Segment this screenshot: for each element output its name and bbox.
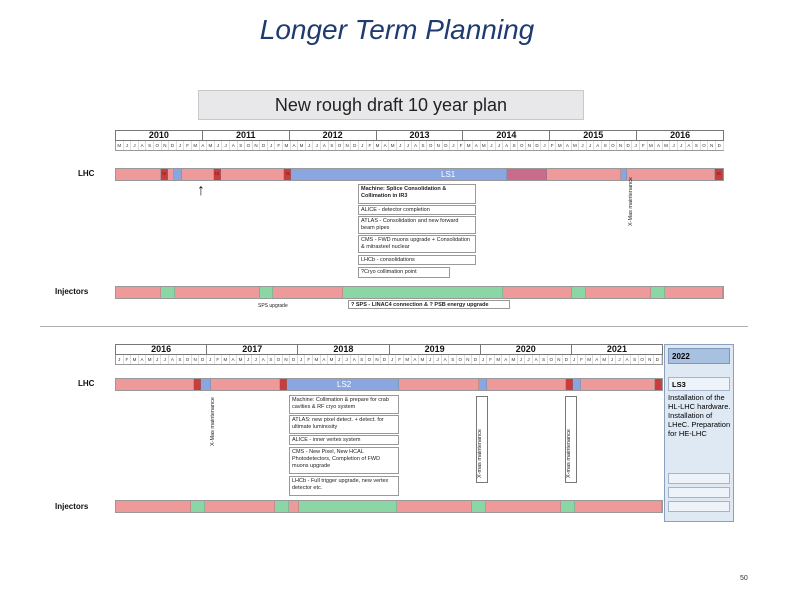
year-cell: 2016 [116, 345, 207, 354]
month-cell: N [253, 141, 261, 150]
month-cell: N [162, 141, 170, 150]
month-cell: S [631, 355, 639, 364]
shutdown-end-segment [507, 169, 547, 180]
year-cell: 2018 [298, 345, 389, 354]
run-segment [503, 287, 573, 298]
month-cell: M [298, 141, 306, 150]
month-cell: F [367, 141, 375, 150]
month-cell: J [587, 141, 595, 150]
month-cell: J [252, 355, 260, 364]
month-cell: S [420, 141, 428, 150]
technical-stop-segment [284, 169, 291, 180]
month-cell: S [540, 355, 548, 364]
injector-shutdown-segment [275, 501, 289, 512]
side-panel-year: 2022 [668, 348, 730, 364]
year-cell: 2015 [550, 131, 637, 140]
run-segment [116, 169, 161, 180]
month-cell: J [488, 141, 496, 150]
injector-shutdown-segment [260, 287, 274, 298]
year-cell: 2014 [463, 131, 550, 140]
month-cell: S [511, 141, 519, 150]
month-cell: D [169, 141, 177, 150]
year-cell: 2016 [670, 130, 691, 140]
month-cell: M [207, 141, 215, 150]
technical-stop-segment [280, 379, 287, 390]
machine-note [358, 184, 476, 204]
month-cell: J [245, 355, 253, 364]
month-cell: J [571, 355, 579, 364]
run-segment [175, 287, 260, 298]
month-cell: O [184, 355, 192, 364]
injector-shutdown-segment [572, 287, 586, 298]
plan2-injectors-label: Injectors [55, 502, 89, 511]
side-panel-row [668, 501, 730, 512]
month-cell: J [215, 141, 223, 150]
month-cell: O [457, 355, 465, 364]
page-title: Longer Term Planning [259, 14, 535, 45]
run-segment [116, 287, 161, 298]
month-cell: O [639, 355, 647, 364]
plan2-year-row [115, 344, 663, 355]
month-cell: O [427, 141, 435, 150]
injector-shutdown-segment [472, 501, 486, 512]
shutdown-segment [479, 379, 487, 390]
month-cell: A [139, 355, 147, 364]
month-cell: A [412, 141, 420, 150]
run-segment [289, 501, 299, 512]
month-cell: O [548, 355, 556, 364]
month-cell: S [238, 141, 246, 150]
plan2-lhc-bar [115, 378, 663, 391]
month-cell: A [260, 355, 268, 364]
month-cell: A [564, 141, 572, 150]
xmas-maintenance-label: X-mas maintenance [477, 429, 483, 478]
month-cell: M [222, 355, 230, 364]
month-cell: J [434, 355, 442, 364]
month-cell: A [594, 141, 602, 150]
run-segment [116, 501, 191, 512]
month-cell: F [396, 355, 404, 364]
month-cell: F [458, 141, 466, 150]
month-cell: N [344, 141, 352, 150]
month-cell: M [556, 141, 564, 150]
cms-note-text: CMS - FWD muons upgrade + Consolidation & mitrasteel nuclear [361, 237, 470, 250]
month-cell: D [716, 141, 724, 150]
month-cell: N [435, 141, 443, 150]
month-cell: M [572, 141, 580, 150]
month-cell: D [654, 355, 662, 364]
month-cell: D [199, 355, 207, 364]
side-panel-row [668, 487, 730, 498]
month-cell: A [412, 355, 420, 364]
cryo-note-text: ?Cryo collimation point [361, 269, 417, 275]
month-cell: D [381, 355, 389, 364]
month-cell: A [686, 141, 694, 150]
run-segment [221, 169, 285, 180]
month-cell: S [359, 355, 367, 364]
month-cell: M [374, 141, 382, 150]
injector-note-text: ? SPS - LINAC4 connection & ? PSB energy upgrade [351, 302, 489, 308]
month-cell: J [397, 141, 405, 150]
month-cell: J [177, 141, 185, 150]
month-cell: J [124, 141, 132, 150]
month-cell: N [374, 355, 382, 364]
plan1-month-row [115, 141, 724, 151]
month-cell: J [131, 141, 139, 150]
month-cell: M [495, 355, 503, 364]
month-cell: O [154, 141, 162, 150]
xmas-maintenance-label: X-mas maintenance [566, 429, 572, 478]
month-cell: J [670, 141, 678, 150]
month-cell: M [648, 141, 656, 150]
lhcb-note-text: LHCb - consolidations [361, 257, 415, 263]
month-cell: J [525, 355, 533, 364]
machine-note-text: Machine: Splice Consolidation & Collimation in IR3 [361, 186, 447, 199]
lhcb-note [289, 476, 399, 496]
month-cell: A [230, 355, 238, 364]
month-cell: J [405, 141, 413, 150]
month-cell: M [510, 355, 518, 364]
month-cell: D [534, 141, 542, 150]
month-cell: N [465, 355, 473, 364]
year-cell: 2019 [390, 345, 481, 354]
xmas-maintenance-label: X-Mas maintenance [210, 397, 216, 446]
month-cell: M [404, 355, 412, 364]
month-cell: J [306, 141, 314, 150]
year-cell: 2021 [606, 344, 627, 354]
month-cell: F [184, 141, 192, 150]
cms-note [289, 447, 399, 474]
alice-note-text: ALICE - detector completion [361, 207, 430, 213]
injector-shutdown-segment [651, 287, 665, 298]
run-segment [486, 501, 561, 512]
month-cell: J [154, 355, 162, 364]
divider [40, 326, 748, 327]
plan1-lhc-label: LHC [78, 169, 95, 178]
injector-shutdown-segment [161, 287, 175, 298]
run-segment [665, 287, 723, 298]
technical-stop-segment [566, 379, 573, 390]
month-cell: J [359, 141, 367, 150]
month-cell: J [207, 355, 215, 364]
side-panel-row [668, 473, 730, 484]
month-cell: D [260, 141, 268, 150]
month-cell: F [215, 355, 223, 364]
year-cell: 2013 [377, 131, 464, 140]
month-cell: A [502, 355, 510, 364]
injector-shutdown-segment [561, 501, 575, 512]
month-cell: S [449, 355, 457, 364]
plan-banner-text: New rough draft 10 year plan [274, 95, 508, 115]
month-cell: M [465, 141, 473, 150]
month-cell: A [200, 141, 208, 150]
ts-label: TS [716, 172, 721, 176]
month-cell: M [116, 141, 124, 150]
alice-note [358, 205, 476, 215]
lhcb-note [358, 255, 476, 265]
month-cell: O [366, 355, 374, 364]
month-cell: J [343, 355, 351, 364]
month-cell: J [313, 141, 321, 150]
month-cell: M [389, 141, 397, 150]
shutdown-segment [201, 379, 211, 390]
run-segment [211, 379, 281, 390]
sps-upgrade-note: SPS upgrade [258, 303, 288, 309]
month-cell: M [313, 355, 321, 364]
month-cell: O [701, 141, 709, 150]
month-cell: J [480, 355, 488, 364]
month-cell: M [586, 355, 594, 364]
month-cell: J [268, 141, 276, 150]
month-cell: A [351, 355, 359, 364]
side-panel-text: Installation of the HL-LHC hardware. Installation of LHeC. Preparation for HE-LHC [668, 393, 731, 438]
month-cell: M [283, 141, 291, 150]
injector-shutdown-segment [191, 501, 205, 512]
run-segment [182, 169, 214, 180]
month-cell: A [382, 141, 390, 150]
page-number: 50 [740, 575, 748, 582]
month-cell: N [283, 355, 291, 364]
cms-note-text: CMS - New Pixel, New HCAL Photodetectors, Completion of FWD muons upgrade [292, 449, 381, 469]
year-cell: 2010 [116, 131, 203, 140]
month-cell: S [268, 355, 276, 364]
month-cell: M [419, 355, 427, 364]
atlas-note [289, 415, 399, 434]
month-cell: F [305, 355, 313, 364]
machine-note [289, 395, 399, 414]
ts-label: TS [214, 172, 219, 176]
ls2-label: LS2 [337, 380, 352, 389]
plan2-lhc-label: LHC [78, 379, 95, 388]
month-cell: J [222, 141, 230, 150]
month-cell: O [275, 355, 283, 364]
injector-shutdown-segment [343, 287, 502, 298]
month-cell: A [473, 141, 481, 150]
month-cell: A [624, 355, 632, 364]
month-cell: A [230, 141, 238, 150]
injector-shutdown-segment [299, 501, 397, 512]
month-cell: F [640, 141, 648, 150]
cms-note [358, 235, 476, 253]
month-cell: N [708, 141, 716, 150]
technical-stop-segment [655, 379, 662, 390]
month-cell: J [632, 141, 640, 150]
month-cell: M [328, 355, 336, 364]
month-cell: O [610, 141, 618, 150]
plan1-injectors-bar [115, 286, 724, 299]
machine-note-text: Machine: Collimation & prepare for crab cavities & RF cryo system [292, 397, 389, 410]
run-segment [273, 287, 343, 298]
run-segment [586, 287, 651, 298]
month-cell: F [275, 141, 283, 150]
run-segment [575, 501, 662, 512]
month-cell: J [609, 355, 617, 364]
month-cell: J [389, 355, 397, 364]
year-cell: 2020 [481, 345, 572, 354]
arrow-up-icon: ↑ [197, 182, 205, 199]
ls3-side-panel [664, 344, 734, 522]
month-cell: N [646, 355, 654, 364]
run-segment [487, 379, 567, 390]
month-cell: J [161, 355, 169, 364]
technical-stop-segment [214, 169, 221, 180]
month-cell: O [518, 141, 526, 150]
plan1-year-row [115, 130, 724, 141]
month-cell: M [237, 355, 245, 364]
run-segment [627, 169, 715, 180]
injector-note [348, 300, 510, 309]
month-cell: A [321, 355, 329, 364]
technical-stop-segment [194, 379, 201, 390]
month-cell: A [503, 141, 511, 150]
atlas-note [358, 216, 476, 234]
month-cell: M [131, 355, 139, 364]
month-cell: S [602, 141, 610, 150]
month-cell: F [124, 355, 132, 364]
month-cell: M [146, 355, 154, 364]
month-cell: A [169, 355, 177, 364]
run-segment [399, 379, 479, 390]
atlas-note-text: ATLAS: new pixel detect. + detect. for ultimate luminosity [292, 417, 384, 430]
ls1-label: LS1 [441, 170, 456, 179]
month-cell: O [245, 141, 253, 150]
month-cell: A [139, 141, 147, 150]
month-cell: M [192, 141, 200, 150]
run-segment [397, 501, 472, 512]
ts-label: TS [161, 172, 167, 176]
month-cell: J [116, 355, 124, 364]
run-segment [116, 379, 194, 390]
month-cell: F [578, 355, 586, 364]
month-cell: A [655, 141, 663, 150]
month-cell: F [487, 355, 495, 364]
month-cell: D [563, 355, 571, 364]
technical-stop-segment [161, 169, 168, 180]
long-shutdown-segment [291, 169, 506, 180]
year-cell: 2017 [207, 345, 298, 354]
month-cell: D [443, 141, 451, 150]
xmas-maintenance-label: X-Mas maintenance [628, 177, 634, 226]
month-cell: O [336, 141, 344, 150]
year-cell: 2012 [290, 131, 377, 140]
lhcb-note-text: LHCb - Full trigger upgrade, new vertex detector etc. [292, 478, 389, 491]
month-cell: F [549, 141, 557, 150]
month-cell: N [556, 355, 564, 364]
month-cell: J [336, 355, 344, 364]
month-cell: J [518, 355, 526, 364]
plan2-injectors-bar [115, 500, 663, 513]
month-cell: S [146, 141, 154, 150]
side-panel-ls3: LS3 [668, 377, 730, 391]
month-cell: A [442, 355, 450, 364]
month-cell: D [351, 141, 359, 150]
plan2-month-row [115, 355, 663, 365]
atlas-note-text: ATLAS - Consolidation and new forward beam pipes [361, 218, 459, 231]
year-cell: 2011 [203, 131, 290, 140]
plan-banner [198, 90, 584, 120]
shutdown-segment [174, 169, 182, 180]
month-cell: S [329, 141, 337, 150]
month-cell: M [481, 141, 489, 150]
cryo-note [358, 267, 450, 278]
month-cell: S [693, 141, 701, 150]
alice-note [289, 435, 399, 445]
month-cell: J [616, 355, 624, 364]
month-cell: J [579, 141, 587, 150]
run-segment [547, 169, 622, 180]
month-cell: J [541, 141, 549, 150]
month-cell: J [427, 355, 435, 364]
plan1-injectors-label: Injectors [55, 287, 89, 296]
month-cell: A [291, 141, 299, 150]
month-cell: N [526, 141, 534, 150]
month-cell: S [177, 355, 185, 364]
month-cell: J [450, 141, 458, 150]
ts-label: TS [285, 172, 290, 176]
month-cell: A [593, 355, 601, 364]
month-cell: A [533, 355, 541, 364]
month-cell: J [678, 141, 686, 150]
month-cell: N [617, 141, 625, 150]
technical-stop-segment [715, 169, 723, 180]
run-segment [581, 379, 655, 390]
month-cell: J [496, 141, 504, 150]
month-cell: M [663, 141, 671, 150]
month-cell: D [472, 355, 480, 364]
month-cell: D [290, 355, 298, 364]
month-cell: A [321, 141, 329, 150]
month-cell: N [192, 355, 200, 364]
month-cell: M [601, 355, 609, 364]
alice-note-text: ALICE - inner vertex system [292, 437, 361, 443]
run-segment [205, 501, 275, 512]
month-cell: J [298, 355, 306, 364]
month-cell: D [625, 141, 633, 150]
shutdown-segment [573, 379, 581, 390]
